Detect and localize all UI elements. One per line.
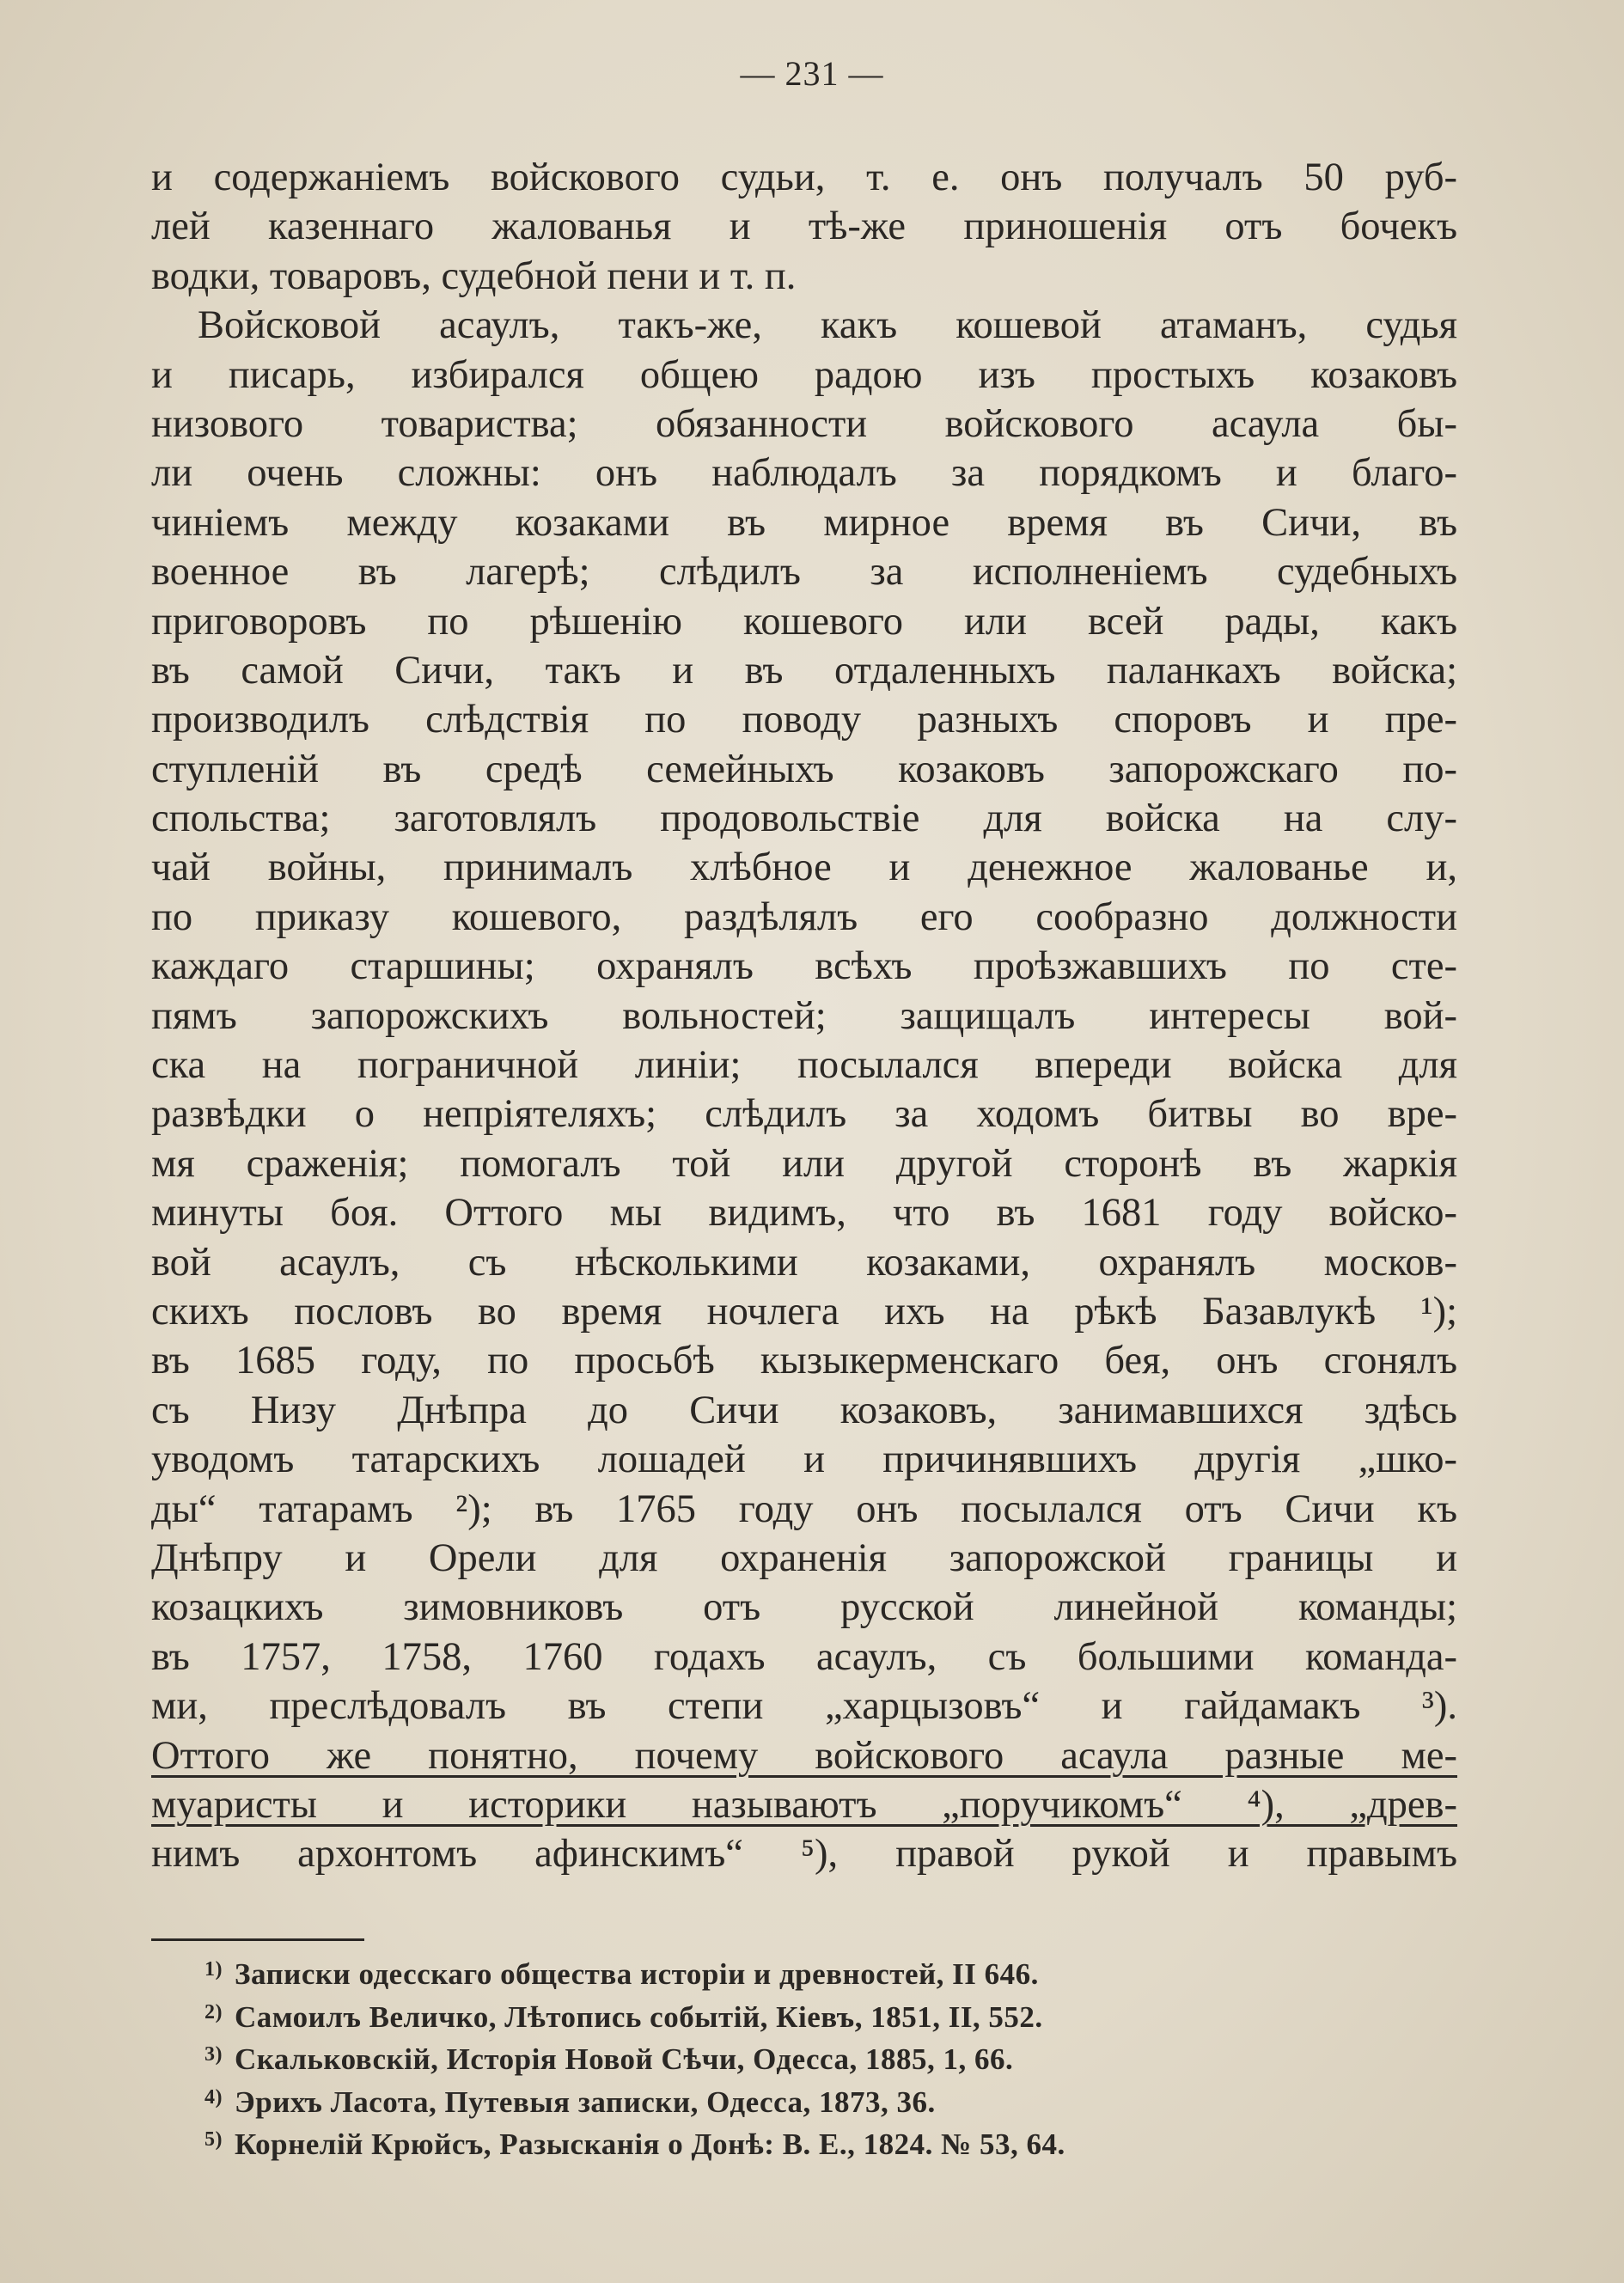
footnote-mark: 2)	[205, 2000, 223, 2024]
text-line: каждаго старшины; охранялъ всѣхъ проѣзжавшихъ по сте-	[151, 944, 1457, 989]
text-line: лей казеннаго жалованья и тѣ-же приношенія отъ бочекъ	[151, 204, 1457, 249]
footnote-mark: 5)	[205, 2128, 223, 2151]
text-line: въ 1685 году, по просьбѣ кызыкерменскаго бея, онъ сгонялъ	[151, 1339, 1457, 1383]
text-line: ли очень сложны: онъ наблюдалъ за порядкомъ и благо-	[151, 451, 1457, 496]
text-line: военное въ лагерѣ; слѣдилъ за исполненіемъ судебныхъ	[151, 550, 1457, 595]
footnote-text: Записки одесскаго общества исторіи и древностей, II 646.	[235, 1957, 1039, 1991]
text-line: водки, товаровъ, судебной пени и т. п.	[151, 253, 797, 298]
text-line: нимъ архонтомъ афинскимъ“ ⁵), правой рукой и правымъ	[151, 1832, 1457, 1877]
footnote	[205, 2077, 1407, 2120]
text-line: Днѣпру и Орели для охраненія запорожской границы и	[151, 1535, 1457, 1580]
footnote	[205, 1992, 1407, 2035]
footnote-mark: 1)	[205, 1958, 223, 1981]
text-line: развѣдки о непріятеляхъ; слѣдилъ за ходомъ битвы во вре-	[151, 1092, 1457, 1137]
text-line: въ 1757, 1758, 1760 годахъ асаулъ, съ большими команда-	[151, 1634, 1457, 1679]
text-line: ска на пограничной линіи; посылался впереди войска для	[151, 1043, 1457, 1088]
underlined-text-line	[151, 1780, 1457, 1829]
text-line: съ Низу Днѣпра до Сичи козаковъ, занимавшихся здѣсь	[151, 1388, 1457, 1432]
text-line: козацкихъ зимовниковъ отъ русской линейной команды;	[151, 1585, 1457, 1630]
underlined-text: муаристы и историки называютъ „поручикомъ“ ⁴), „древ-	[151, 1782, 1457, 1827]
footnote-mark: 3)	[205, 2043, 223, 2066]
text-line: чиніемъ между козаками въ мирное время въ Сичи, въ	[151, 500, 1457, 545]
underlined-text: Оттого же понятно, почему войскового асаула разные ме-	[151, 1733, 1457, 1778]
text-line: вой асаулъ, съ нѣсколькими козаками, охранялъ москов-	[151, 1240, 1457, 1285]
text-line: ды“ татарамъ ²); въ 1765 году онъ посылался отъ Сичи къ	[151, 1486, 1457, 1531]
text-line: спольства; заготовлялъ продовольствіе для войска на слу-	[151, 797, 1457, 841]
text-line: пямъ запорожскихъ вольностей; защищалъ интересы вой-	[151, 993, 1457, 1038]
footnotes	[205, 1949, 1407, 2162]
footnote	[205, 2119, 1407, 2162]
footnote-text: Самоилъ Величко, Лѣтопись событій, Кіевъ, 1851, II, 552.	[235, 1999, 1043, 2034]
footnote-divider	[151, 1938, 364, 1941]
text-line: ми, преслѣдовалъ въ степи „харцызовъ“ и гайдамакъ ³).	[151, 1684, 1457, 1729]
page-number: — 231 —	[740, 54, 884, 93]
footnote	[205, 2034, 1407, 2077]
text-line: и содержаніемъ войскового судьи, т. е. онъ получалъ 50 руб-	[151, 156, 1457, 199]
text-line: и писарь, избирался общею радою изъ простыхъ козаковъ	[151, 352, 1457, 397]
text-line: по приказу кошевого, раздѣлялъ его сообразно должности	[151, 894, 1457, 939]
text-line: производилъ слѣдствія по поводу разныхъ споровъ и пре-	[151, 698, 1457, 742]
text-line: въ самой Сичи, такъ и въ отдаленныхъ паланкахъ войска;	[151, 648, 1457, 693]
underlined-text-line	[151, 1731, 1457, 1780]
body-text	[151, 153, 1457, 1879]
text-line: уводомъ татарскихъ лошадей и причинявшихъ другія „шко-	[151, 1438, 1457, 1482]
footnote-text: Скальковскій, Исторія Новой Сѣчи, Одесса, 1885, 1, 66.	[235, 2042, 1014, 2076]
text-line: чай войны, принималъ хлѣбное и денежное жалованье и,	[151, 845, 1457, 890]
text-line: мя сраженія; помогалъ той или другой сторонѣ въ жаркія	[151, 1141, 1457, 1186]
footnote-text: Эрихъ Ласота, Путевыя записки, Одесса, 1873, 36.	[235, 2085, 936, 2119]
paragraph-start-line: Войсковой асаулъ, такъ-же, какъ кошевой атаманъ, судья	[198, 303, 1457, 348]
text-line: минуты боя. Оттого мы видимъ, что въ 1681 году войско-	[151, 1191, 1457, 1236]
footnote	[205, 1949, 1407, 1992]
text-line: ступленій въ средѣ семейныхъ козаковъ запорожскаго по-	[151, 747, 1457, 791]
text-line: низового товариства; обязанности войскового асаула бы-	[151, 401, 1457, 446]
footnote-text: Корнелій Крюйсъ, Разысканія о Донѣ: В. Е., 1824. № 53, 64.	[235, 2127, 1065, 2161]
footnote-mark: 4)	[205, 2085, 223, 2109]
text-line: приговоровъ по рѣшенію кошевого или всей рады, какъ	[151, 599, 1457, 644]
text-line: скихъ пословъ во время ночлега ихъ на рѣкѣ Базавлукѣ ¹);	[151, 1289, 1457, 1334]
